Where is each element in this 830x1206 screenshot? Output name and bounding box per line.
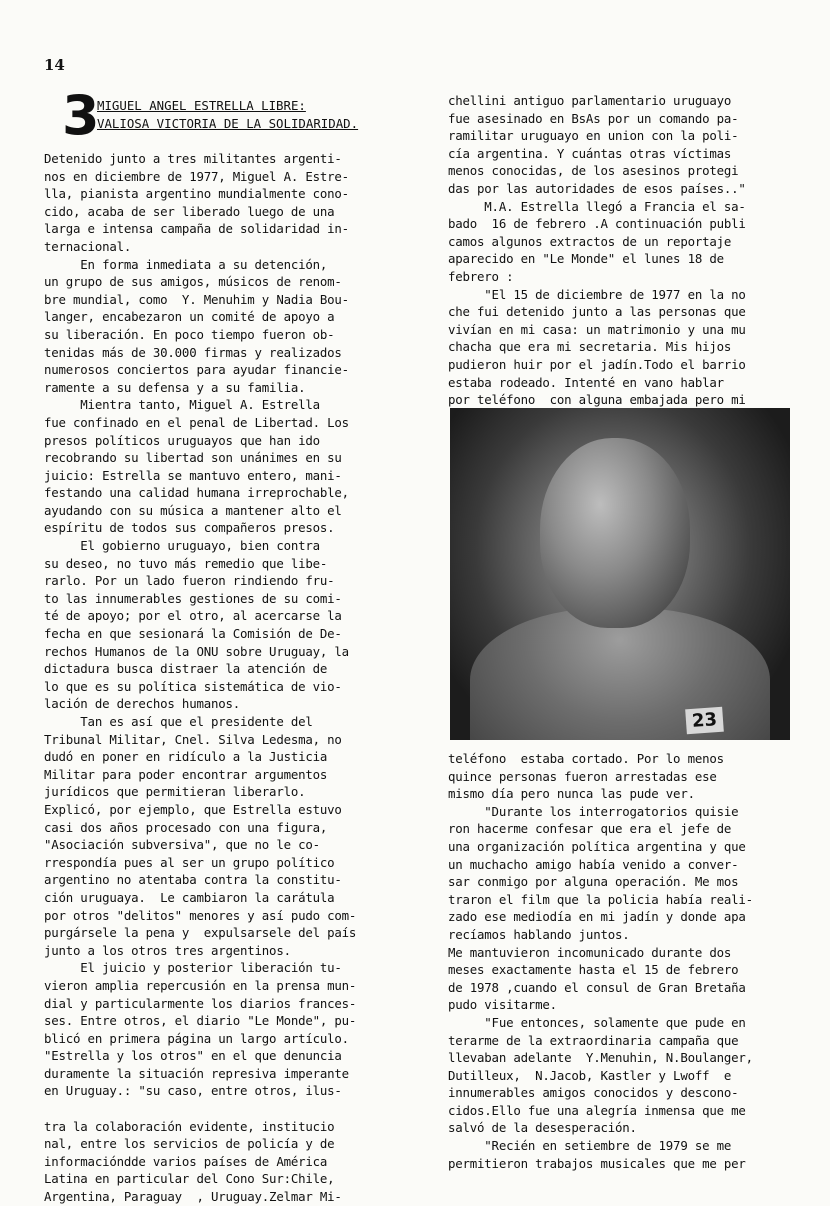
text-line: ron hacerme confesar que era el jefe de <box>448 821 732 837</box>
text-line: ramilitar uruguayo en union con la poli- <box>448 128 739 144</box>
text-line: "Recién en setiembre de 1979 se me <box>448 1138 732 1154</box>
text-line: nos en diciembre de 1977, Miguel A. Estre- <box>44 168 349 184</box>
text-line: blicó en primera página un largo artículo. <box>44 1030 349 1046</box>
text-line: ternacional. <box>44 238 132 254</box>
text-line: "Estrella y los otros" en el que denuncia <box>44 1048 342 1064</box>
text-line: Me mantuvieron incomunicado durante dos <box>448 944 732 960</box>
text-line: zado ese mediodía en mi jadín y donde apa <box>448 909 746 925</box>
text-line: dudó en poner en ridículo a la Justicia <box>44 749 328 765</box>
text-line: purgársele la pena y expulsarsele del país <box>44 925 357 941</box>
text-line: ción uruguaya. Le cambiaron la carátula <box>44 889 335 905</box>
text-line: tra la colaboración evidente, institucio <box>44 1118 335 1134</box>
text-line: chacha que era mi secretaria. Mis hijos <box>448 339 732 355</box>
text-line: dial y particularmente los diarios frances- <box>44 995 357 1011</box>
text-line: El juicio y posterior liberación tu- <box>44 960 342 976</box>
photo-head <box>540 438 690 628</box>
text-line: ramente a su defensa y a su familia. <box>44 379 306 395</box>
text-line: bre mundial, como Y. Menuhim y Nadia Bou- <box>44 291 349 307</box>
text-line: febrero : <box>448 268 514 284</box>
text-line: Mientra tanto, Miguel A. Estrella <box>44 397 320 413</box>
text-line: un muchacho amigo había venido a conver- <box>448 856 739 872</box>
text-line: presos políticos uruguayos que han ido <box>44 432 320 448</box>
text-line: rechos Humanos de la ONU sobre Uruguay, la <box>44 643 349 659</box>
text-line: innumerables amigos conocidos y descono- <box>448 1085 739 1101</box>
text-line: "El 15 de diciembre de 1977 en la no <box>448 286 746 302</box>
text-line: ses. Entre otros, el diario "Le Monde", pu- <box>44 1013 357 1029</box>
text-line: Dutilleux, N.Jacob, Kastler y Lwoff e <box>448 1067 732 1083</box>
text-line: fue confinado en el penal de Libertad. Los <box>44 414 349 430</box>
text-line: El gobierno uruguayo, bien contra <box>44 538 320 554</box>
text-line: teléfono estaba cortado. Por lo menos <box>448 751 724 766</box>
text-line: argentino no atentaba contra la constitu- <box>44 872 342 888</box>
text-line: menos conocidas, de los asesinos protegi <box>448 163 739 179</box>
text-line <box>44 1100 424 1118</box>
text-line: fecha en que sesionará la Comisión de De- <box>44 626 342 642</box>
text-line: junto a los otros tres argentinos. <box>44 942 291 958</box>
text-line: lo que es su política sistemática de vio- <box>44 678 342 694</box>
text-line: chellini antiguo parlamentario uruguayo <box>448 93 732 108</box>
text-line: duramente la situación represiva imperante <box>44 1065 349 1081</box>
text-line: fue asesinado en BsAs por un comando pa- <box>448 110 739 126</box>
text-line: jurídicos que permitieran liberarlo. <box>44 784 306 800</box>
text-line: por otros "delitos" menores y así pudo com- <box>44 907 357 923</box>
text-line: numerosos conciertos para ayudar financie- <box>44 362 349 378</box>
text-line: informacióndde varios países de América <box>44 1153 328 1169</box>
text-line: langer, encabezaron un comité de apoyo a <box>44 309 335 325</box>
text-line: lación de derechos humanos. <box>44 696 241 712</box>
text-line: permitieron trabajos musicales que me per <box>448 1155 746 1171</box>
text-line: cido, acaba de ser liberado luego de una <box>44 203 335 219</box>
text-line: su deseo, no tuvo más remedio que libe- <box>44 555 328 571</box>
text-line: recobrando su libertad son unánimes en su <box>44 450 342 466</box>
text-line: vivían en mi casa: un matrimonio y una mu <box>448 321 746 337</box>
text-line: dictadura busca distraer la atención de <box>44 661 328 677</box>
text-line: En forma inmediata a su detención, <box>44 256 328 272</box>
text-line: bado 16 de febrero .A continuación publi <box>448 216 746 232</box>
text-line: Argentina, Paraguay , Uruguay.Zelmar Mi- <box>44 1189 342 1205</box>
text-line: una organización política argentina y que <box>448 838 746 854</box>
text-line: larga e intensa campaña de solidaridad in- <box>44 221 349 237</box>
portrait-photo <box>450 408 790 740</box>
text-line: Detenido junto a tres militantes argenti- <box>44 151 342 166</box>
text-line: de 1978 ,cuando el consul de Gran Bretaña <box>448 979 746 995</box>
text-line: Explicó, por ejemplo, que Estrella estuvo <box>44 801 342 817</box>
text-line: meses exactamente hasta el 15 de febrero <box>448 962 739 978</box>
text-line: cía argentina. Y cuántas otras víctimas <box>448 145 732 161</box>
text-line: en Uruguay.: "su caso, entre otros, ilus- <box>44 1083 342 1099</box>
left-column <box>44 150 424 1206</box>
text-line: estaba rodeado. Intenté en vano hablar <box>448 374 724 390</box>
text-line: che fui detenido junto a las personas que <box>448 304 746 320</box>
text-line: Tan es así que el presidente del <box>44 714 313 729</box>
text-line: vieron amplia repercusión en la prensa mun- <box>44 977 357 993</box>
article-title-line1: MIGUEL ANGEL ESTRELLA LIBRE: <box>97 98 306 113</box>
text-line: to las innumerables gestiones de su comi- <box>44 590 342 606</box>
text-line: llevaban adelante Y.Menuhin, N.Boulanger, <box>448 1050 753 1066</box>
article-heading <box>62 84 402 147</box>
text-line: "Durante los interrogatorios quisie <box>448 803 739 819</box>
text-line: pudieron huir por el jadín.Todo el barrio <box>448 356 746 372</box>
text-line: Militar para poder encontrar argumentos <box>44 766 328 782</box>
text-line: "Asociación subversiva", que no le co- <box>44 837 320 853</box>
text-line: das por las autoridades de esos países.." <box>448 180 746 196</box>
text-line: camos algunos extractos de un reportaje <box>448 233 732 249</box>
text-line: por teléfono con alguna embajada pero mi <box>448 392 746 408</box>
text-line: ayudando con su música a mantener alto el <box>44 502 342 518</box>
text-line: Latina en particular del Cono Sur:Chile, <box>44 1171 335 1187</box>
text-line: sar conmigo por alguna operación. Me mos <box>448 874 739 890</box>
text-line: casi dos años procesado con una figura, <box>44 819 328 835</box>
text-line: "Fue entonces, solamente que pude en <box>448 1014 746 1030</box>
text-line: festando una calidad humana irreprochable, <box>44 485 349 501</box>
text-line: juicio: Estrella se mantuvo entero, mani- <box>44 467 342 483</box>
text-line: quince personas fueron arrestadas ese <box>448 768 717 784</box>
text-line: terarme de la extraordinaria campaña que <box>448 1032 739 1048</box>
text-line: té de apoyo; por el otro, al acercarse la <box>44 608 342 624</box>
text-line: aparecido en "Le Monde" el lunes 18 de <box>448 251 724 267</box>
text-line: mismo día pero nunca las pude ver. <box>448 786 695 802</box>
right-column-top <box>448 92 798 409</box>
text-line: lla, pianista argentino mundialmente cono- <box>44 186 349 202</box>
text-line: M.A. Estrella llegó a Francia el sa- <box>448 198 746 214</box>
text-line: cidos.Ello fue una alegría inmensa que me <box>448 1102 746 1118</box>
text-line: nal, entre los servicios de policía y de <box>44 1136 335 1152</box>
text-line: Tribunal Militar, Cnel. Silva Ledesma, no <box>44 731 342 747</box>
text-line: rrespondía pues al ser un grupo político <box>44 854 335 870</box>
text-line: rarlo. Por un lado fueron rindiendo fru- <box>44 573 335 589</box>
page-number: 14 <box>44 56 65 74</box>
text-line: espíritu de todos sus compañeros presos. <box>44 520 335 536</box>
text-line: su liberación. En poco tiempo fueron ob- <box>44 326 335 342</box>
article-title-line2: VALIOSA VICTORIA DE LA SOLIDARIDAD. <box>97 116 359 131</box>
text-line: salvó de la desesperación. <box>448 1120 637 1136</box>
text-line: recíamos hablando juntos. <box>448 926 630 942</box>
text-line: pudo visitarme. <box>448 997 557 1013</box>
text-line: un grupo de sus amigos, músicos de renom- <box>44 274 342 290</box>
photo-number-tag: 23 <box>685 707 724 735</box>
text-line: tenidas más de 30.000 firmas y realizados <box>44 344 342 360</box>
text-line: traron el film que la policia había reali- <box>448 891 753 907</box>
article-number: 3 <box>62 84 100 147</box>
right-column-bottom <box>448 750 798 1172</box>
